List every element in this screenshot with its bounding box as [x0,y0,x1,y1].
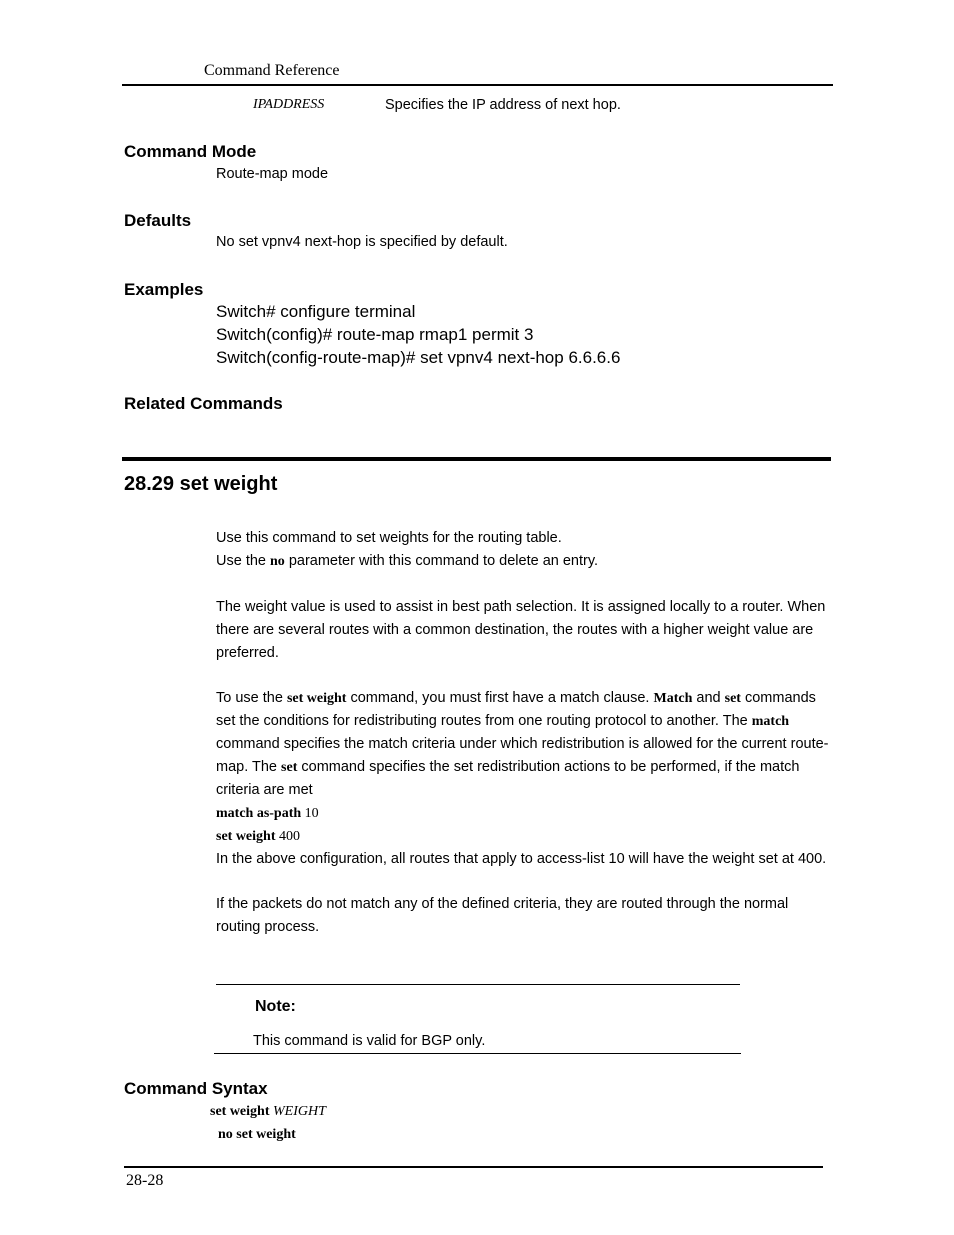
weight-paragraph: The weight value is used to assist in best path selection. It is assigned locally to a router. When there are several routes with a common destination, the routes with a higher weight value are preferred. [216,599,826,661]
command-syntax-heading: Command Syntax [124,1079,268,1098]
defaults-text: No set vpnv4 next-hop is specified by default. [216,234,508,250]
no-keyword: no [270,554,285,569]
example-line: Switch(config)# route-map rmap1 permit 3 [216,325,534,344]
example-line: Switch# configure terminal [216,302,416,321]
config-keyword: match as-path [216,806,302,821]
running-header: Command Reference [204,62,340,79]
syntax-line: set weight WEIGHT [210,1104,326,1119]
config-keyword: set weight [216,829,276,844]
intro-paragraph: Use this command to set weights for the routing table. Use the no parameter with this command to delete an entry. [216,530,599,569]
related-commands-heading: Related Commands [124,394,283,413]
usage-paragraph: To use the set weight command, you must first have a match clause. Match and set commands set the conditions for redistributing routes from one routing protocol to another. The match command specifies the match criteria under which redistribution is allowed for the current route-map. The set command specifies the set redistribution actions to be performed, if the match criteria are met match as-path 10 set weight 400 In the above configuration, all routes that apply to access-list 10 will have the weight set at 400. [216,690,829,867]
section-title: 28.29 set weight [124,473,278,495]
note-top-rule [216,984,740,985]
defaults-heading: Defaults [124,211,192,230]
footer-rule [124,1166,823,1168]
note-text: This command is valid for BGP only. [253,1033,486,1049]
intro-line-1: Use this command to set weights for the routing table. [216,530,562,546]
example-line: Switch(config-route-map)# set vpnv4 next-hop 6.6.6.6 [216,348,621,367]
fallback-paragraph: If the packets do not match any of the defined criteria, they are routed through the normal routing process. [216,896,789,935]
page-number: 28-28 [126,1172,164,1189]
command-mode-heading: Command Mode [124,142,257,161]
note-title: Note: [255,998,296,1015]
note-bottom-rule [214,1053,741,1054]
section-rule [122,457,831,461]
syntax-line: no set weight [218,1127,296,1142]
param-name: IPADDRESS [253,97,325,112]
header-rule [122,84,833,86]
command-mode-text: Route-map mode [216,166,329,182]
examples-heading: Examples [124,280,204,299]
param-description: Specifies the IP address of next hop. [385,97,621,113]
